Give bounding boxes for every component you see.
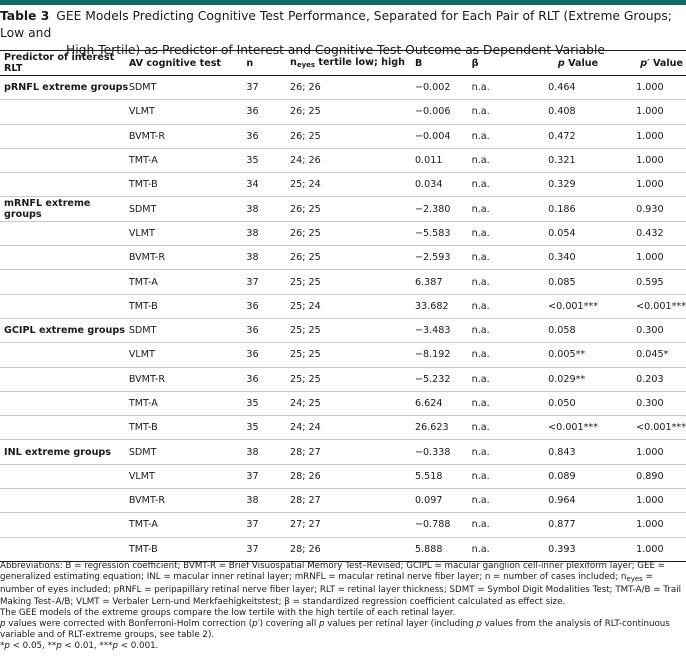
cell-av-test: SDMT: [129, 76, 247, 100]
cell-neyes: 26; 25: [290, 124, 415, 148]
cell-n: 36: [246, 100, 290, 124]
cell-av-test: TMT-B: [129, 294, 247, 318]
cell-neyes: 25; 24: [290, 173, 415, 197]
cell-neyes: 28; 26: [290, 537, 415, 561]
header-av-test: AV cognitive test: [129, 51, 247, 76]
cell-beta: n.a.: [472, 464, 522, 488]
cell-p-value: 0.005**: [522, 343, 598, 367]
cell-p-corrected: 1.000: [598, 76, 686, 100]
cell-p-corrected: 0.203: [598, 367, 686, 391]
header-neyes: $n_{eyes}$ tertile low; high: [290, 51, 415, 76]
cell-beta: n.a.: [472, 416, 522, 440]
cell-neyes: 24; 24: [290, 416, 415, 440]
cell-av-test: TMT-A: [129, 148, 247, 172]
cell-p-value: 0.843: [522, 440, 598, 464]
cell-predictor: pRNFL extreme groups: [0, 76, 129, 100]
cell-predictor: [0, 367, 129, 391]
cell-av-test: TMT-B: [129, 416, 247, 440]
cell-av-test: BVMT-R: [129, 489, 247, 513]
cell-av-test: VLMT: [129, 221, 247, 245]
table-row: [0, 148, 686, 172]
cell-b: 26.623: [415, 416, 472, 440]
cell-predictor: [0, 537, 129, 561]
cell-beta: n.a.: [472, 318, 522, 342]
cell-p-corrected: 0.890: [598, 464, 686, 488]
cell-p-corrected: <0.001***: [598, 416, 686, 440]
cell-beta: n.a.: [472, 391, 522, 415]
cell-neyes: 26; 26: [290, 76, 415, 100]
cell-av-test: TMT-B: [129, 173, 247, 197]
cell-predictor: [0, 391, 129, 415]
cell-b: 5.888: [415, 537, 472, 561]
cell-av-test: SDMT: [129, 197, 247, 221]
cell-beta: n.a.: [472, 537, 522, 561]
cell-beta: n.a.: [472, 294, 522, 318]
cell-predictor: [0, 221, 129, 245]
cell-p-value: <0.001***: [522, 416, 598, 440]
cell-n: 38: [246, 440, 290, 464]
header-predictor: Predictor of interest RLT: [0, 51, 129, 76]
cell-av-test: SDMT: [129, 440, 247, 464]
table-row: [0, 391, 686, 415]
cell-neyes: 28; 27: [290, 489, 415, 513]
table-row: [0, 318, 686, 342]
cell-b: −5.232: [415, 367, 472, 391]
cell-n: 38: [246, 197, 290, 221]
cell-neyes: 25; 25: [290, 343, 415, 367]
cell-p-value: 0.186: [522, 197, 598, 221]
cell-av-test: VLMT: [129, 464, 247, 488]
cell-p-value: 0.058: [522, 318, 598, 342]
cell-predictor: [0, 416, 129, 440]
cell-av-test: VLMT: [129, 343, 247, 367]
table-row: [0, 537, 686, 561]
cell-predictor: [0, 464, 129, 488]
results-table: [0, 50, 686, 562]
cell-p-corrected: 0.432: [598, 221, 686, 245]
cell-n: 37: [246, 270, 290, 294]
cell-p-value: 0.029**: [522, 367, 598, 391]
cell-p-value: 0.050: [522, 391, 598, 415]
cell-av-test: VLMT: [129, 100, 247, 124]
cell-n: 35: [246, 416, 290, 440]
cell-b: −0.338: [415, 440, 472, 464]
cell-predictor: [0, 489, 129, 513]
cell-n: 36: [246, 318, 290, 342]
cell-p-value: 0.464: [522, 76, 598, 100]
cell-neyes: 26; 25: [290, 100, 415, 124]
cell-beta: n.a.: [472, 489, 522, 513]
table-row: [0, 464, 686, 488]
cell-av-test: TMT-B: [129, 537, 247, 561]
table-header-row: [0, 51, 686, 76]
table-row: [0, 513, 686, 537]
cell-p-corrected: 1.000: [598, 100, 686, 124]
cell-b: 0.034: [415, 173, 472, 197]
cell-neyes: 25; 25: [290, 318, 415, 342]
table-label: Table 3: [0, 9, 50, 23]
cell-n: 36: [246, 124, 290, 148]
cell-n: 35: [246, 148, 290, 172]
cell-beta: n.a.: [472, 124, 522, 148]
cell-b: −0.004: [415, 124, 472, 148]
cell-beta: n.a.: [472, 270, 522, 294]
cell-b: −2.593: [415, 246, 472, 270]
cell-p-value: 0.408: [522, 100, 598, 124]
cell-n: 37: [246, 513, 290, 537]
header-beta: β: [472, 51, 522, 76]
cell-predictor: [0, 173, 129, 197]
header-n: n: [246, 51, 290, 76]
cell-neyes: 25; 24: [290, 294, 415, 318]
cell-predictor: [0, 513, 129, 537]
cell-b: −5.583: [415, 221, 472, 245]
cell-n: 34: [246, 173, 290, 197]
cell-b: −2.380: [415, 197, 472, 221]
table-title-line2: High Tertile) as Predictor of Interest and Cognitive Test Outcome as Dependent Variable: [66, 43, 605, 57]
cell-beta: n.a.: [472, 246, 522, 270]
cell-predictor: [0, 343, 129, 367]
cell-predictor: mRNFL extreme groups: [0, 197, 129, 221]
cell-neyes: 27; 27: [290, 513, 415, 537]
cell-n: 36: [246, 294, 290, 318]
footnote-gee: The GEE models of the extreme groups compare the low tertile with the high tertile of each retinal layer.: [0, 607, 456, 618]
cell-b: 5.518: [415, 464, 472, 488]
cell-n: 36: [246, 367, 290, 391]
table-row: [0, 246, 686, 270]
cell-av-test: BVMT-R: [129, 246, 247, 270]
cell-predictor: [0, 148, 129, 172]
cell-p-corrected: 1.000: [598, 513, 686, 537]
cell-av-test: TMT-A: [129, 513, 247, 537]
table-row: [0, 489, 686, 513]
title-accent-bar: [0, 0, 686, 5]
cell-av-test: SDMT: [129, 318, 247, 342]
header-p-corrected: p′ Value: [598, 51, 686, 76]
cell-p-corrected: 1.000: [598, 173, 686, 197]
table-body: [0, 76, 686, 562]
cell-n: 35: [246, 391, 290, 415]
cell-beta: n.a.: [472, 440, 522, 464]
cell-av-test: TMT-A: [129, 391, 247, 415]
cell-p-corrected: 1.000: [598, 246, 686, 270]
cell-b: 33.682: [415, 294, 472, 318]
header-b: B: [415, 51, 472, 76]
cell-av-test: BVMT-R: [129, 124, 247, 148]
cell-b: 0.097: [415, 489, 472, 513]
cell-n: 37: [246, 537, 290, 561]
cell-n: 36: [246, 343, 290, 367]
cell-predictor: [0, 124, 129, 148]
cell-neyes: 28; 26: [290, 464, 415, 488]
cell-beta: n.a.: [472, 367, 522, 391]
cell-p-corrected: 0.595: [598, 270, 686, 294]
cell-p-corrected: 0.930: [598, 197, 686, 221]
cell-predictor: [0, 270, 129, 294]
cell-b: 0.011: [415, 148, 472, 172]
cell-p-value: 0.393: [522, 537, 598, 561]
cell-predictor: GCIPL extreme groups: [0, 318, 129, 342]
footnote-p-correction: p values were corrected with Bonferroni-Holm correction (p′) covering all p values per retinal layer (including p values from the analysis of RLT-continuous variable and of RLT-extreme groups, see table 2).: [0, 619, 670, 641]
cell-b: −8.192: [415, 343, 472, 367]
table-row: [0, 100, 686, 124]
cell-p-value: 0.321: [522, 148, 598, 172]
cell-n: 37: [246, 76, 290, 100]
cell-neyes: 26; 25: [290, 246, 415, 270]
cell-neyes: 25; 25: [290, 270, 415, 294]
cell-p-value: 0.054: [522, 221, 598, 245]
cell-av-test: TMT-A: [129, 270, 247, 294]
header-p-value: p Value: [522, 51, 598, 76]
cell-p-corrected: <0.001***: [598, 294, 686, 318]
cell-p-value: 0.085: [522, 270, 598, 294]
cell-predictor: INL extreme groups: [0, 440, 129, 464]
cell-beta: n.a.: [472, 343, 522, 367]
cell-n: 38: [246, 221, 290, 245]
cell-predictor: [0, 246, 129, 270]
cell-b: −3.483: [415, 318, 472, 342]
cell-p-value: <0.001***: [522, 294, 598, 318]
cell-p-corrected: 1.000: [598, 440, 686, 464]
table-row: [0, 440, 686, 464]
table-row: [0, 270, 686, 294]
cell-p-corrected: 1.000: [598, 537, 686, 561]
table-row: [0, 197, 686, 221]
footnote-abbreviations: Abbreviations: B = regression coefficient; BVMT-R = Brief Visuospatial Memory Test–Revised; GCIPL = macular ganglion cell-inner plexiform layer; GEE = generalized estimating equation; INL = macular inner retinal layer; mRNFL = macular retinal nerve fiber layer; n = number of cases included; $n_{eyes}$ = number of eyes included; pRNFL = peripapillary retinal nerve fiber layer; RLT = retinal layer thickness; SDMT = Symbol Digit Modalities Test; TMT-A/B = Trail Making Test–A/B; VLMT = Verbaler Lern-und Merkfaehigkeitstest; β = standardized regression coefficient calculated as effect size.: [0, 561, 682, 607]
cell-predictor: [0, 294, 129, 318]
cell-p-corrected: 0.300: [598, 318, 686, 342]
cell-beta: n.a.: [472, 513, 522, 537]
cell-p-value: 0.877: [522, 513, 598, 537]
cell-b: −0.006: [415, 100, 472, 124]
table-row: [0, 173, 686, 197]
table-row: [0, 221, 686, 245]
cell-beta: n.a.: [472, 173, 522, 197]
cell-n: 38: [246, 246, 290, 270]
cell-beta: n.a.: [472, 221, 522, 245]
cell-p-corrected: 0.300: [598, 391, 686, 415]
cell-neyes: 24; 26: [290, 148, 415, 172]
cell-neyes: 26; 25: [290, 197, 415, 221]
cell-p-corrected: 1.000: [598, 148, 686, 172]
cell-beta: n.a.: [472, 148, 522, 172]
cell-beta: n.a.: [472, 100, 522, 124]
table-row: [0, 343, 686, 367]
cell-b: 6.624: [415, 391, 472, 415]
cell-p-value: 0.329: [522, 173, 598, 197]
cell-neyes: 24; 25: [290, 391, 415, 415]
cell-p-corrected: 1.000: [598, 489, 686, 513]
cell-b: −0.788: [415, 513, 472, 537]
cell-n: 38: [246, 489, 290, 513]
cell-p-value: 0.472: [522, 124, 598, 148]
cell-beta: n.a.: [472, 76, 522, 100]
table-row: [0, 416, 686, 440]
cell-p-value: 0.964: [522, 489, 598, 513]
cell-b: −0.002: [415, 76, 472, 100]
table-footnotes: [0, 561, 684, 653]
table-row: [0, 367, 686, 391]
cell-neyes: 25; 25: [290, 367, 415, 391]
cell-predictor: [0, 100, 129, 124]
cell-p-corrected: 1.000: [598, 124, 686, 148]
table-row: [0, 124, 686, 148]
cell-b: 6.387: [415, 270, 472, 294]
table-title-line1: GEE Models Predicting Cognitive Test Performance, Separated for Each Pair of RLT (Extreme Groups; Low and: [0, 9, 672, 40]
footnote-significance: *p < 0.05, **p < 0.01, ***p < 0.001.: [0, 641, 159, 652]
cell-neyes: 26; 25: [290, 221, 415, 245]
cell-p-value: 0.340: [522, 246, 598, 270]
cell-av-test: BVMT-R: [129, 367, 247, 391]
cell-p-value: 0.089: [522, 464, 598, 488]
table-row: [0, 294, 686, 318]
cell-n: 37: [246, 464, 290, 488]
cell-p-corrected: 0.045*: [598, 343, 686, 367]
table-row: [0, 76, 686, 100]
cell-neyes: 28; 27: [290, 440, 415, 464]
cell-beta: n.a.: [472, 197, 522, 221]
